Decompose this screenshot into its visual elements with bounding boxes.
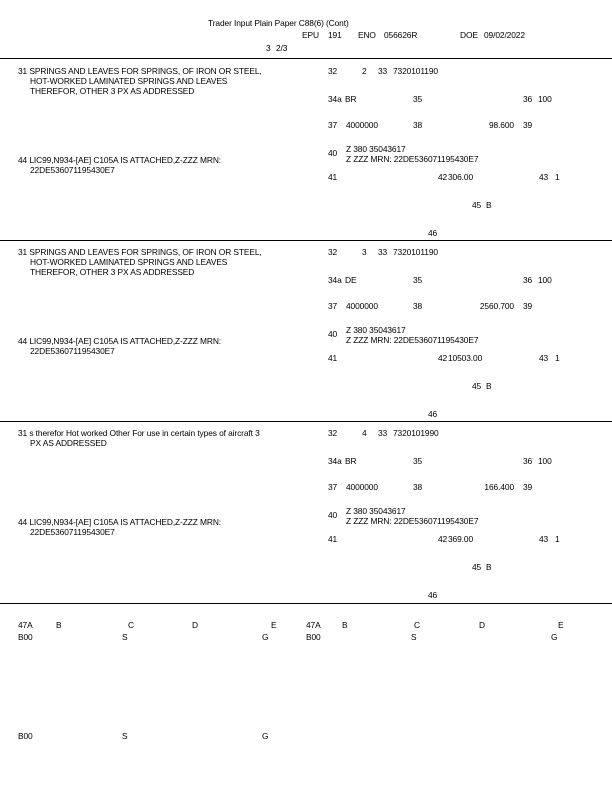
box34a-label: 34a [328,456,342,466]
box44-line: 44 LIC99,N934-[AE] C105A IS ATTACHED,Z-ZZZ MRN: [18,336,222,346]
col-e-header: E [558,620,564,630]
epu-value: 191 [328,30,342,40]
item-divider [0,421,612,422]
box43-value: 1 [555,353,560,363]
box37-label: 37 [328,482,338,492]
box44-additional-info [18,336,221,356]
footer-divider [0,603,612,604]
box41-label: 41 [328,353,338,363]
box33-label: 33 [378,428,388,438]
box38-value: 98.600 [488,120,514,130]
col-e-header: E [271,620,277,630]
col-d-header: D [192,620,198,630]
col-c-header: C [414,620,420,630]
box40-label: 40 [328,510,338,520]
box40-line: Z 380 35043617 [346,506,406,516]
box34a-value: BR [345,94,357,104]
box40-line: Z 380 35043617 [346,144,406,154]
row1-c: S [411,632,417,642]
box36-label: 36 [523,275,533,285]
box34a-value: DE [345,275,357,285]
box33-label: 33 [378,66,388,76]
box33-value: 7320101990 [393,428,439,438]
goods-description-line: THEREFOR, OTHER 3 PX AS ADDRESSED [30,267,195,277]
box44-line: 22DE536071195430E7 [30,346,115,356]
box42-value: 369.00 [448,534,474,544]
row1-b: B00 [18,632,33,642]
box45-value: B [486,381,492,391]
box36-label: 36 [523,456,533,466]
box36-value: 100 [538,275,552,285]
box44-line: 22DE536071195430E7 [30,165,115,175]
box41-label: 41 [328,172,338,182]
eno-label: ENO [358,30,376,40]
box36-label: 36 [523,94,533,104]
goods-description-line: PX AS ADDRESSED [30,438,107,448]
box37-label: 37 [328,301,338,311]
box40-line: Z ZZZ MRN: 22DE536071195430E7 [346,516,479,526]
box40-label: 40 [328,148,338,158]
box32-label: 32 [328,428,338,438]
col-b-header: B [56,620,62,630]
item-divider [0,240,612,241]
box35-label: 35 [413,275,423,285]
box42-label: 42 [438,353,448,363]
box44-line: 44 LIC99,N934-[AE] C105A IS ATTACHED,Z-ZZZ MRN: [18,517,222,527]
box39-label: 39 [523,482,533,492]
box34a-label: 34a [328,275,342,285]
box33-label: 33 [378,247,388,257]
box37-value: 4000000 [346,301,378,311]
page-of-count: 2/3 [276,43,288,53]
box38-value: 2560.700 [479,301,514,311]
goods-description-line: 31 SPRINGS AND LEAVES FOR SPRINGS, OF IRON OR STEEL, [18,66,262,76]
box33-value: 7320101190 [393,247,438,257]
box34a-value: BR [345,456,357,466]
box40-values [346,144,478,164]
box45-value: B [486,562,492,572]
box44-additional-info [18,155,221,175]
box47a-label: 47A [306,620,321,630]
goods-description [18,247,262,277]
eno-value: 056626R [384,30,418,40]
box37-value: 4000000 [346,482,378,492]
goods-description-line: HOT-WORKED LAMINATED SPRINGS AND LEAVES [30,76,228,86]
row2-c: S [122,731,128,741]
box42-value: 10503.00 [448,353,483,363]
col-c-header: C [128,620,134,630]
doe-label: DOE [460,30,478,40]
box35-label: 35 [413,456,423,466]
box32-value: 4 [362,428,367,438]
box40-values [346,325,478,345]
box39-label: 39 [523,301,533,311]
row1-b: B00 [306,632,321,642]
box45-label: 45 [472,562,482,572]
row1-e: G [551,632,558,642]
box39-label: 39 [523,120,533,130]
box40-line: Z 380 35043617 [346,325,406,335]
header-divider [0,58,612,59]
box41-label: 41 [328,534,338,544]
epu-label: EPU [302,30,319,40]
box38-label: 38 [413,482,423,492]
box43-label: 43 [539,534,549,544]
box44-additional-info [18,517,221,537]
box45-label: 45 [472,381,482,391]
box42-value: 306.00 [448,172,474,182]
box47a-label: 47A [18,620,33,630]
box36-value: 100 [538,456,552,466]
box37-value: 4000000 [346,120,378,130]
box43-label: 43 [539,353,549,363]
form-title: Trader Input Plain Paper C88(6) (Cont) [208,18,349,28]
goods-description [18,66,262,96]
box32-label: 32 [328,66,338,76]
box42-label: 42 [438,172,448,182]
row2-b: B00 [18,731,33,741]
doe-value: 09/02/2022 [484,30,525,40]
box40-label: 40 [328,329,338,339]
box44-line: 22DE536071195430E7 [30,527,115,537]
box38-label: 38 [413,301,423,311]
box40-values [346,506,478,526]
box35-label: 35 [413,94,423,104]
box45-label: 45 [472,200,482,210]
box38-label: 38 [413,120,423,130]
box32-value: 2 [362,66,367,76]
box43-value: 1 [555,172,560,182]
box33-value: 7320101190 [393,66,438,76]
box37-label: 37 [328,120,338,130]
box44-line: 44 LIC99,N934-[AE] C105A IS ATTACHED,Z-ZZZ MRN: [18,155,222,165]
box40-line: Z ZZZ MRN: 22DE536071195430E7 [346,335,479,345]
goods-description-line: 31 s therefor Hot worked Other For use in certain types of aircraft 3 [18,428,260,438]
box42-label: 42 [438,534,448,544]
goods-description-line: 31 SPRINGS AND LEAVES FOR SPRINGS, OF IRON OR STEEL, [18,247,262,257]
goods-description-line: HOT-WORKED LAMINATED SPRINGS AND LEAVES [30,257,228,267]
box32-label: 32 [328,247,338,257]
col-d-header: D [479,620,485,630]
box40-line: Z ZZZ MRN: 22DE536071195430E7 [346,154,479,164]
box46-label: 46 [428,590,438,600]
box38-value: 166.400 [484,482,514,492]
row2-e: G [262,731,269,741]
box46-label: 46 [428,409,438,419]
box46-label: 46 [428,228,438,238]
goods-description-line: THEREFOR, OTHER 3 PX AS ADDRESSED [30,86,195,96]
col-b-header: B [342,620,348,630]
page-box-number: 3 [266,43,271,53]
box36-value: 100 [538,94,552,104]
box45-value: B [486,200,492,210]
row1-e: G [262,632,269,642]
goods-description [18,428,260,448]
box43-label: 43 [539,172,549,182]
box43-value: 1 [555,534,560,544]
row1-c: S [122,632,128,642]
box32-value: 3 [362,247,367,257]
box34a-label: 34a [328,94,342,104]
